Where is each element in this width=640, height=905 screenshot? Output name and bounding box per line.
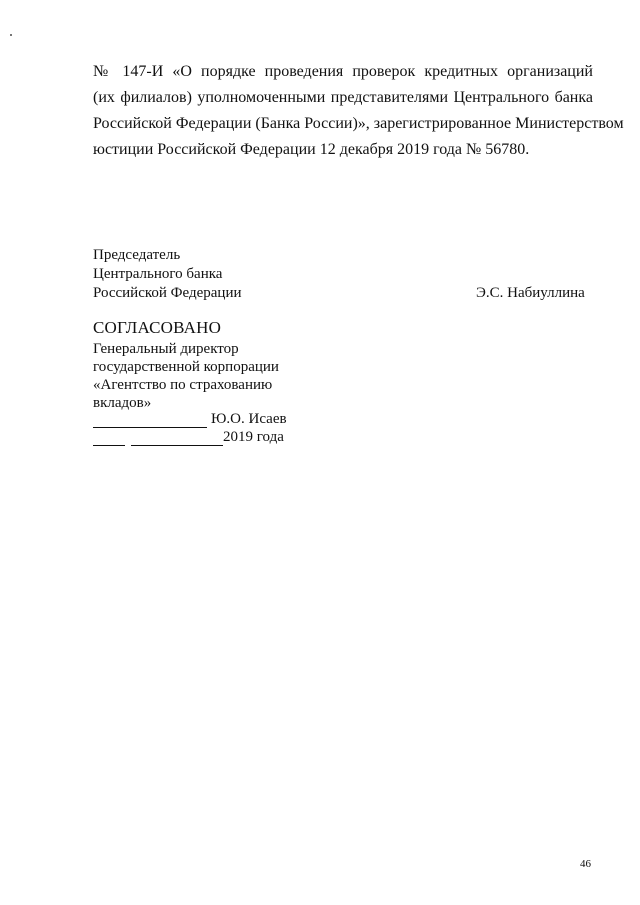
paragraph-line-1: № 147-И «О порядке проведения проверок кредитных организаций <box>93 63 593 80</box>
chairman-title-line: Председатель <box>93 247 181 263</box>
date-row <box>93 428 284 446</box>
scan-mark <box>10 34 12 36</box>
chairman-title-block <box>93 246 242 303</box>
agreed-position-line: государственной корпорации <box>93 359 279 375</box>
signature-row <box>93 410 287 428</box>
chairman-name: Э.С. Набиуллина <box>476 285 585 301</box>
page-number: 46 <box>580 858 591 870</box>
date-month-blank <box>131 431 223 446</box>
agreed-position-line: вкладов» <box>93 395 152 411</box>
chairman-title-line: Центрального банка <box>93 266 223 282</box>
paragraph-line-2: (их филиалов) уполномоченными представителями Центрального банка <box>93 89 593 106</box>
agreed-position-line: «Агентство по страхованию <box>93 377 273 393</box>
signatory-name: Ю.О. Исаев <box>211 411 287 427</box>
date-day-blank <box>93 431 125 446</box>
agreed-position-block <box>93 340 279 412</box>
agreed-heading: СОГЛАСОВАНО <box>93 318 222 337</box>
agreed-position-line: Генеральный директор <box>93 341 239 357</box>
paragraph-line-4: юстиции Российской Федерации 12 декабря 2019 года № 56780. <box>93 141 530 158</box>
chairman-title-line: Российской Федерации <box>93 285 242 301</box>
signature-line <box>93 413 207 428</box>
date-year: 2019 года <box>223 429 284 445</box>
paragraph-line-3: Российской Федерации (Банка России)», зарегистрированное Министерством <box>93 115 624 132</box>
